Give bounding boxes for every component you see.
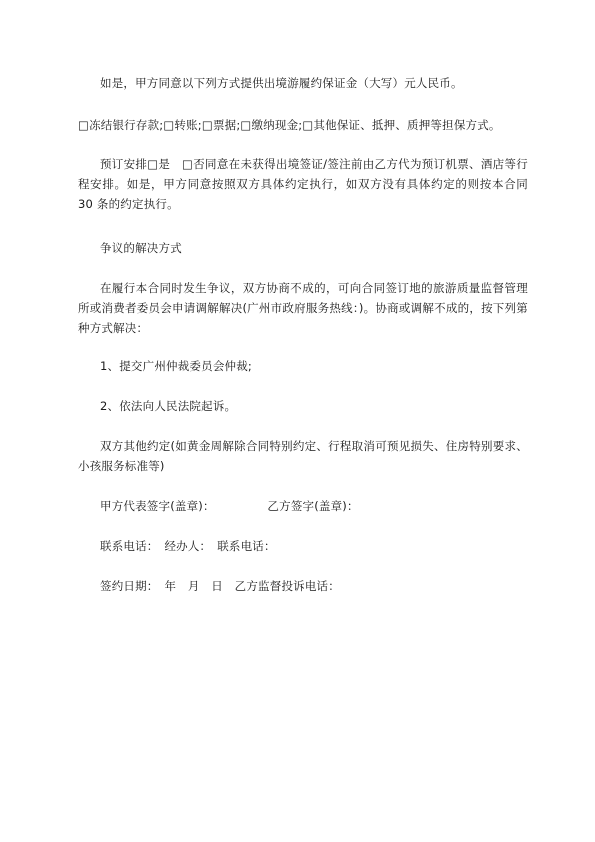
arbitration-option: 1、提交广州仲裁委员会仲裁;: [100, 359, 252, 373]
dispute-resolution-text: 在履行本合同时发生争议，双方协商不成的，可向合同签订地的旅游质量监督管理所或消费者委员会申请调解解决(广州市政府服务热线：)。协商或调解不成的，按下列第 种方式解决：: [78, 281, 552, 335]
other-agreements: 双方其他约定(如黄金周解除合同特别约定、行程取消可预见损失、住房特别要求、小孩服务标准等): [78, 439, 528, 473]
signing-date-line: 签约日期： 年 月 日 乙方监督投诉电话：: [100, 579, 340, 593]
guarantee-methods: □冻结银行存款;□转账;□票据;□缴纳现金;□其他保证、抵押、质押等担保方式。: [78, 118, 501, 132]
contact-line: 联系电话： 经办人： 联系电话：: [100, 539, 276, 553]
booking-arrangement: 预订安排□是 □否同意在未获得出境签证/签注前由乙方代为预订机票、酒店等行程安排。如是，甲方同意按照双方具体约定执行，如双方没有具体约定的则按本合同 30 条的约定执行。: [78, 157, 528, 211]
deposit-statement: 如是，甲方同意以下列方式提供出境游履约保证金（大写）元人民币。: [100, 76, 463, 90]
dispute-resolution-heading: 争议的解决方式: [100, 241, 182, 255]
signature-line: 甲方代表签字(盖章)： 乙方签字(盖章)：: [100, 499, 359, 513]
litigation-option: 2、依法向人民法院起诉。: [100, 399, 237, 413]
